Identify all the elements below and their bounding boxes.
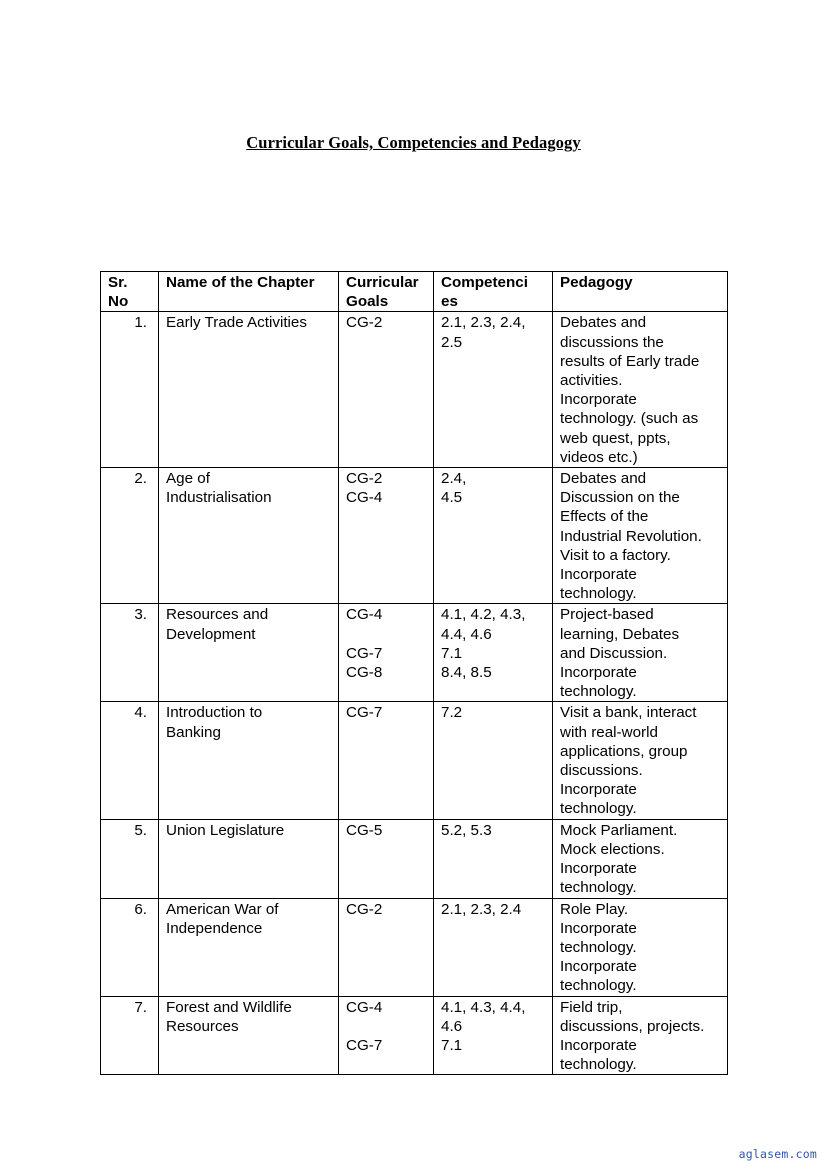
cell-goals	[339, 468, 434, 604]
cell-goals	[339, 996, 434, 1075]
cell-goals	[339, 312, 434, 468]
cell-line: CG-2	[346, 314, 383, 332]
table-row	[101, 702, 728, 819]
cell-chapter	[159, 604, 339, 702]
cell-chapter	[159, 468, 339, 604]
cell-line: technology.	[560, 938, 637, 956]
cell-line: Curricular	[346, 274, 419, 291]
cell-line: 7.2	[441, 704, 463, 722]
cell-competencies	[434, 312, 553, 468]
cell-line: 4.6	[441, 1017, 463, 1035]
cell-line: Competenci	[441, 274, 528, 291]
cell-line	[346, 1017, 426, 1036]
cell-line: CG-7	[346, 704, 383, 722]
cell-line: web quest, ppts,	[560, 429, 671, 447]
cell-sr-no: 1.	[101, 312, 159, 468]
cell-line: technology.	[560, 585, 637, 603]
cell-line	[346, 625, 426, 644]
cell-line: technology.	[560, 800, 637, 818]
cell-line: discussions.	[560, 762, 643, 780]
cell-line: Visit a bank, interact	[560, 704, 697, 722]
cell-line: Project-based	[560, 606, 654, 624]
cell-line: CG-5	[346, 821, 383, 839]
cell-line: Resources and	[166, 606, 269, 624]
header-chapter	[159, 272, 339, 312]
cell-line: Pedagogy	[560, 274, 633, 291]
table-row	[101, 468, 728, 604]
cell-sr-no: 6.	[101, 898, 159, 996]
cell-competencies	[434, 604, 553, 702]
cell-sr-no: 2.	[101, 468, 159, 604]
cell-line: Incorporate	[560, 781, 637, 799]
cell-chapter	[159, 819, 339, 898]
cell-chapter	[159, 312, 339, 468]
watermark-footer: aglasem.com	[738, 1147, 817, 1161]
cell-line: CG-2	[346, 470, 383, 488]
cell-line: Role Play.	[560, 900, 629, 918]
cell-line: Goals	[346, 293, 389, 311]
cell-line: Resources	[166, 1017, 239, 1035]
cell-line: technology.	[560, 879, 637, 897]
cell-line: Industrialisation	[166, 489, 272, 507]
table-row	[101, 996, 728, 1075]
cell-line: Introduction to	[166, 704, 263, 722]
cell-line: 4.5	[441, 489, 463, 507]
header-sr-no	[101, 272, 159, 312]
cell-line: CG-4	[346, 998, 383, 1016]
cell-pedagogy	[553, 468, 728, 604]
cell-goals	[339, 604, 434, 702]
cell-line: Sr.	[108, 274, 128, 291]
cell-line: CG-2	[346, 900, 383, 918]
cell-line: CG-7	[346, 644, 383, 662]
cell-line: 7.1	[441, 1036, 463, 1054]
cell-pedagogy	[553, 996, 728, 1075]
cell-line: technology.	[560, 977, 637, 995]
cell-line: No	[108, 293, 129, 311]
cell-line: 2.4,	[441, 470, 467, 488]
cell-line: Effects of the	[560, 508, 649, 526]
cell-sr-no: 7.	[101, 996, 159, 1075]
cell-chapter	[159, 702, 339, 819]
table-row	[101, 819, 728, 898]
cell-line: Incorporate	[560, 958, 637, 976]
cell-competencies	[434, 898, 553, 996]
cell-line: Visit to a factory.	[560, 546, 671, 564]
cell-line: Development	[166, 625, 256, 643]
cell-line: es	[441, 293, 458, 311]
cell-line: activities.	[560, 372, 623, 390]
cell-line: Age of	[166, 470, 210, 488]
cell-line: 4.4, 4.6	[441, 625, 492, 643]
cell-goals	[339, 702, 434, 819]
cell-line: Field trip,	[560, 998, 623, 1016]
cell-line: Industrial Revolution.	[560, 527, 702, 545]
cell-line: Mock Parliament.	[560, 821, 678, 839]
page-title: Curricular Goals, Competencies and Pedagogy	[246, 133, 581, 152]
cell-line: American War of	[166, 900, 279, 918]
cell-line: videos etc.)	[560, 448, 638, 466]
cell-line: Incorporate	[560, 919, 637, 937]
cell-line: applications, group	[560, 742, 688, 760]
cell-pedagogy	[553, 312, 728, 468]
curriculum-table	[100, 271, 728, 1075]
cell-competencies	[434, 468, 553, 604]
cell-line: Incorporate	[560, 664, 637, 682]
table-row	[101, 898, 728, 996]
cell-pedagogy	[553, 898, 728, 996]
cell-line: Incorporate	[560, 1036, 637, 1054]
cell-pedagogy	[553, 604, 728, 702]
table-header-row	[101, 272, 728, 312]
header-pedagogy	[553, 272, 728, 312]
cell-line: Banking	[166, 723, 221, 741]
cell-chapter	[159, 996, 339, 1075]
cell-goals	[339, 898, 434, 996]
cell-line: 4.1, 4.2, 4.3,	[441, 606, 526, 624]
cell-line: discussions the	[560, 333, 664, 351]
cell-line: and Discussion.	[560, 644, 668, 662]
cell-line: 2.1, 2.3, 2.4	[441, 900, 522, 918]
cell-chapter	[159, 898, 339, 996]
cell-line: Forest and Wildlife	[166, 998, 292, 1016]
cell-line: results of Early trade	[560, 352, 700, 370]
cell-line: CG-7	[346, 1036, 383, 1054]
cell-line: 2.5	[441, 333, 463, 351]
header-competencies	[434, 272, 553, 312]
cell-sr-no: 4.	[101, 702, 159, 819]
cell-pedagogy	[553, 702, 728, 819]
table-row	[101, 604, 728, 702]
cell-line: Name of the Chapter	[166, 274, 315, 291]
cell-line: technology. (such as	[560, 410, 699, 428]
cell-line: Debates and	[560, 314, 647, 332]
cell-line: Discussion on the	[560, 489, 680, 507]
cell-line: CG-4	[346, 606, 383, 624]
cell-competencies	[434, 819, 553, 898]
cell-line: 7.1	[441, 644, 463, 662]
cell-line: Debates and	[560, 470, 647, 488]
cell-line: discussions, projects.	[560, 1017, 705, 1035]
cell-pedagogy	[553, 819, 728, 898]
cell-line: learning, Debates	[560, 625, 680, 643]
cell-line: Incorporate	[560, 391, 637, 409]
cell-line: Early Trade Activities	[166, 314, 307, 332]
cell-sr-no: 5.	[101, 819, 159, 898]
cell-line: Union Legislature	[166, 821, 285, 839]
cell-competencies	[434, 996, 553, 1075]
cell-line: technology.	[560, 683, 637, 701]
cell-line: 2.1, 2.3, 2.4,	[441, 314, 526, 332]
cell-competencies	[434, 702, 553, 819]
cell-goals	[339, 819, 434, 898]
cell-line: Independence	[166, 919, 263, 937]
cell-line: CG-8	[346, 664, 383, 682]
table-row	[101, 312, 728, 468]
cell-line: 8.4, 8.5	[441, 664, 492, 682]
cell-line: with real-world	[560, 723, 658, 741]
cell-line: Mock elections.	[560, 840, 665, 858]
header-goals	[339, 272, 434, 312]
cell-line: CG-4	[346, 489, 383, 507]
cell-line: 4.1, 4.3, 4.4,	[441, 998, 526, 1016]
cell-line: Incorporate	[560, 566, 637, 584]
cell-line: technology.	[560, 1056, 637, 1074]
cell-sr-no: 3.	[101, 604, 159, 702]
cell-line: Incorporate	[560, 860, 637, 878]
cell-line: 5.2, 5.3	[441, 821, 492, 839]
